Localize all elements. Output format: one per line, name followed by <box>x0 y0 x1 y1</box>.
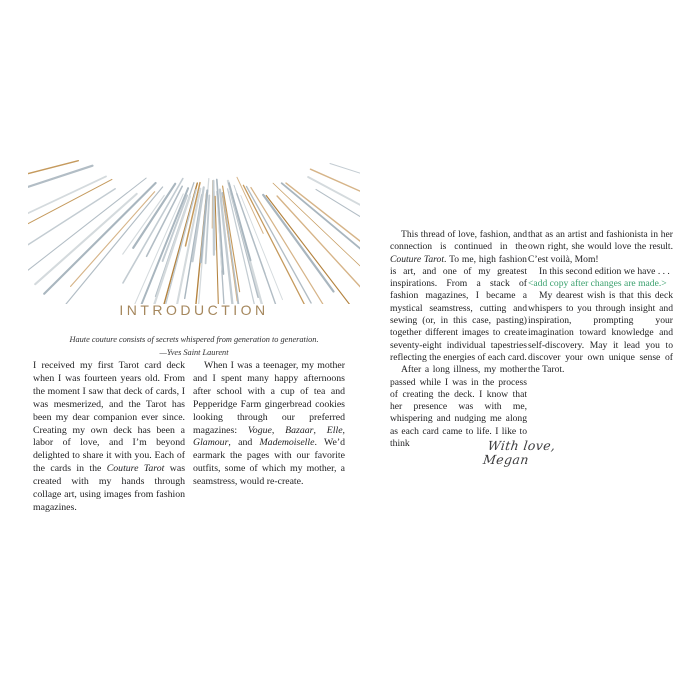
text-column-left-1 <box>33 360 185 515</box>
page-title: INTRODUCTION <box>119 302 269 318</box>
text-column-left-2 <box>193 360 345 515</box>
paragraph: that as an artist and fashionista in her own right, she would love the result. C’est voilà, Mom! <box>528 229 673 265</box>
left-page-body <box>33 360 346 515</box>
text-column-right-1 <box>390 229 527 450</box>
paragraph: When I was a teenager, my mother and I spent many happy afternoons after school with a cup of tea and Pepperidge Farm gingerbread cookies looking through our preferred magazines: Vogue, Bazaar, Elle, Glamour, and Mademoiselle. We’d earmark the pages with our favorite outfits, some of which my mother, a seamstress, would re-create. <box>193 360 345 488</box>
paragraph: In this second edition we have . . . <box>539 265 670 277</box>
signature-line-2: Megan <box>482 451 530 467</box>
epigraph <box>28 333 360 359</box>
paragraph: This thread of love, fashion, and connection is continued in the Couture Tarot. To me, high fashion is art, and one of my greatest inspirations. From a stack of fashion magazines, I became a mystical seamstress, cutting and sewing (or, in this case, pasting) together different images to create seventy-eight individual tapestries reflecting the energies of each card. <box>390 229 527 363</box>
editorial-note: <add copy after changes are made.> <box>528 278 667 290</box>
paragraph: After a long illness, my mother passed while I was in the process of creating the deck. I know that her presence was with me, whispering and nudging me along as each card came to life. I like to think <box>390 364 527 450</box>
epigraph-quote: Haute couture consists of secrets whispered from generation to generation. <box>69 335 319 344</box>
author-signature <box>482 438 557 467</box>
text-column-right-2 <box>528 229 673 377</box>
signature-line-1: With love, <box>486 438 557 453</box>
starburst-graphic <box>28 146 360 304</box>
paragraph: My dearest wish is that this deck whispers to you through insight and inspiration, prompting your imagination toward knowledge and self-discovery. May it lead you to discover your own unique sense of the Tarot. <box>528 290 673 376</box>
paragraph: I received my first Tarot card deck when I was fourteen years old. From the moment I saw that deck of cards, I was mesmerized, and the Tarot has been my dear companion ever since. Creating my own deck has been a labor of love, and I’m beyond delighted to share it with you. Each of the cards in the Couture Tarot was created with my hands through collage art, using images from fashion magazines. <box>33 360 186 513</box>
epigraph-attribution: —Yves Saint Laurent <box>159 348 229 357</box>
